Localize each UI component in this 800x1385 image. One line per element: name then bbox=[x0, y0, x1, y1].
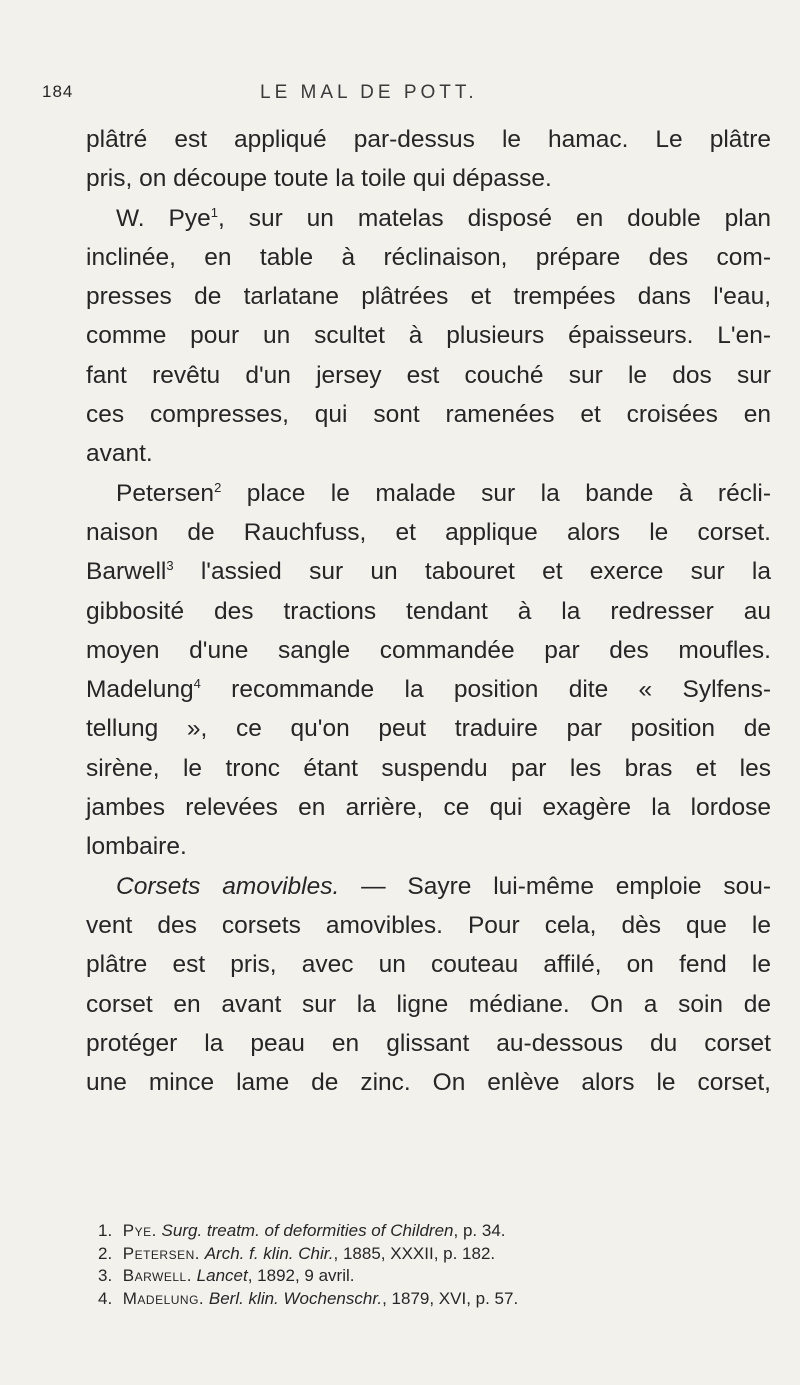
text-line: corset en avant sur la ligne médiane. On a soin de bbox=[86, 990, 771, 1018]
text-line: inclinée, en table à réclinaison, prépare des com- bbox=[86, 243, 771, 271]
footnote-ref[interactable]: 3 bbox=[166, 558, 174, 574]
text-line: ces compresses, qui sont ramenées et croisées en bbox=[86, 401, 771, 429]
footnote-ref[interactable]: 1 bbox=[210, 204, 218, 220]
footnote: 4. Madelung. Berl. klin. Wochenschr., 1879, XVI, p. 57. bbox=[98, 1288, 519, 1308]
text-line: naison de Rauchfuss, et applique alors le corset. bbox=[86, 518, 771, 546]
text-line: plâtre est pris, avec un couteau affilé, on fend le bbox=[86, 951, 771, 979]
text-line: comme pour un scultet à plusieurs épaisseurs. L'en- bbox=[86, 322, 771, 350]
page-number: 184 bbox=[42, 82, 74, 101]
footnotes bbox=[98, 1220, 778, 1310]
text-line: Madelung$^4$ recommande la position dite « Sylfens- bbox=[86, 676, 771, 704]
text-line: une mince lame de zinc. On enlève alors le corset, bbox=[86, 1069, 771, 1097]
running-title: LE MAL DE POTT. bbox=[260, 82, 478, 103]
text-line: plâtré est appliqué par-dessus le hamac. Le plâtre bbox=[86, 126, 771, 153]
text-line: W. Pye$^1$, sur un matelas disposé en double plan bbox=[116, 204, 771, 232]
text-line: fant revêtu d'un jersey est couché sur le dos sur bbox=[86, 361, 771, 389]
text-line: gibbosité des tractions tendant à la redresser au bbox=[86, 597, 771, 625]
text-line: lombaire. bbox=[86, 833, 187, 861]
footnote-ref[interactable]: 4 bbox=[193, 676, 201, 691]
footnote: 2. Petersen. Arch. f. klin. Chir., 1885, XXXII, p. 182. bbox=[98, 1243, 496, 1263]
footnote-title: Berl. klin. Wochenschr. bbox=[208, 1288, 383, 1308]
text-line: avant. bbox=[86, 440, 153, 468]
footnote-author: Barwell. bbox=[122, 1266, 192, 1285]
text-line: vent des corsets amovibles. Pour cela, dès que le bbox=[86, 911, 771, 939]
text-line: Corsets amovibles. — Sayre lui-même emploie sou- bbox=[116, 872, 771, 900]
footnote-title: Lancet bbox=[196, 1266, 248, 1285]
text-line: moyen d'une sangle commandée par des moufles. bbox=[86, 636, 771, 664]
section-heading: Corsets amovibles. bbox=[116, 872, 340, 900]
footnote-author: Pye. bbox=[122, 1221, 157, 1240]
text-line: Petersen$^2$ place le malade sur la bande à récli- bbox=[116, 479, 771, 507]
text-line: jambes relevées en arrière, ce qui exagère la lordose bbox=[86, 794, 771, 822]
text-line: protéger la peau en glissant au-dessous du corset bbox=[86, 1029, 771, 1057]
text-line: Barwell$^3$ l'assied sur un tabouret et exerce sur la bbox=[86, 558, 771, 586]
text-line: presses de tarlatane plâtrées et trempées dans l'eau, bbox=[86, 283, 771, 311]
footnote-author: Madelung. bbox=[122, 1288, 205, 1308]
footnote-ref[interactable]: 2 bbox=[214, 479, 222, 495]
body-text bbox=[86, 120, 771, 1102]
footnote-author: Petersen. bbox=[122, 1243, 200, 1263]
footnote-title: Surg. treatm. of deformities of Children bbox=[161, 1221, 454, 1240]
text-line: tellung », ce qu'on peut traduire par position de bbox=[86, 715, 771, 743]
text-line: sirène, le tronc étant suspendu par les bras et les bbox=[86, 754, 771, 782]
text-line: pris, on découpe toute la toile qui dépasse. bbox=[86, 165, 552, 193]
footnote: 1. Pye. Surg. treatm. of deformities of Children, p. 34. bbox=[98, 1221, 506, 1240]
footnote: 3. Barwell. Lancet, 1892, 9 avril. bbox=[98, 1266, 355, 1285]
footnote-title: Arch. f. klin. Chir. bbox=[204, 1243, 334, 1263]
